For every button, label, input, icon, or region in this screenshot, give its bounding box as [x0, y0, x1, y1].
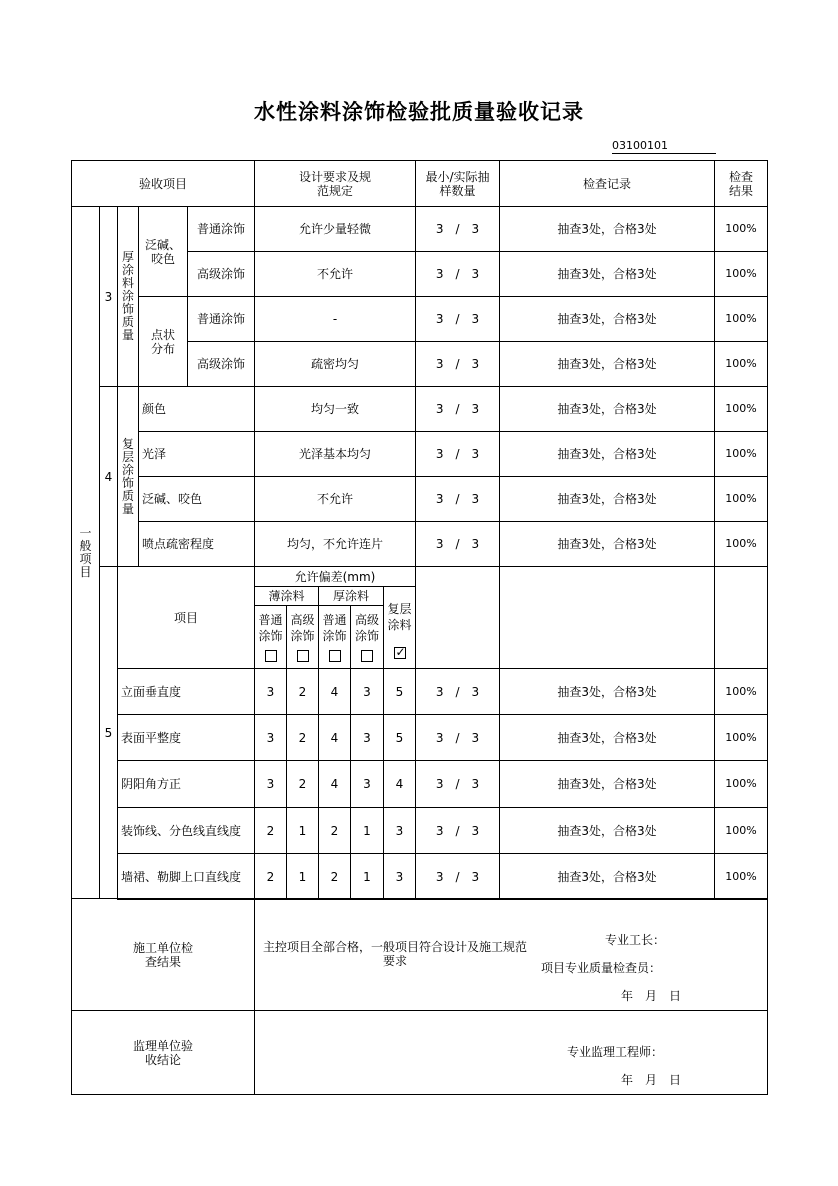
- g5-row3-record: 抽查3处，合格3处: [499, 760, 715, 808]
- page-title: 水性涂料涂饰检验批质量验收记录: [254, 100, 584, 124]
- header-item: 验收项目: [71, 160, 255, 207]
- g5-row2-record: 抽查3处，合格3处: [499, 714, 715, 761]
- g5-row1-value-3: 4: [318, 668, 351, 715]
- form-code: 03100101: [612, 139, 716, 154]
- tolerance-label: 允许偏差(mm): [254, 566, 416, 587]
- supervision-result: [254, 1010, 768, 1095]
- group3-label: 厚涂料涂饰质量: [117, 206, 139, 387]
- g5-row5-name: 墙裙、勒脚上口直线度: [117, 853, 255, 900]
- g3-row3-kind: 普通涂饰: [187, 296, 255, 342]
- inspector-label: 项目专业质量检查员：: [541, 961, 662, 975]
- g4-row1-result: 100%: [714, 386, 768, 432]
- thick-normal-checkbox[interactable]: [329, 650, 341, 662]
- foreman-label: 专业工长：: [605, 933, 666, 947]
- group3-sub-spots: 点状分布: [138, 296, 188, 387]
- group3-number: 3: [99, 206, 118, 387]
- g5-row3-name: 阴阳角方正: [117, 760, 255, 808]
- construction-date: 年 月 日: [621, 989, 682, 1003]
- g5-header-result: [714, 566, 768, 669]
- g4-row4-design: 均匀，不允许连片: [254, 521, 416, 567]
- col-thick-high: 高级涂饰: [350, 605, 384, 669]
- group5-number: 5: [99, 566, 118, 899]
- g5-row1-sample: 3 / 3: [415, 668, 500, 715]
- group4-label: 复层涂饰质量: [117, 386, 139, 567]
- g5-row1-value-5: 5: [383, 668, 416, 715]
- g3-row3-record: 抽查3处，合格3处: [499, 296, 715, 342]
- g4-row4-result: 100%: [714, 521, 768, 567]
- g5-row4-value-5: 3: [383, 807, 416, 854]
- g5-row5-value-2: 1: [286, 853, 319, 900]
- supervision-date: 年 月 日: [621, 1073, 682, 1087]
- g5-row3-sample: 3 / 3: [415, 760, 500, 808]
- g5-row3-value-1: 3: [254, 760, 287, 808]
- g5-row1-value-2: 2: [286, 668, 319, 715]
- g5-row3-value-3: 4: [318, 760, 351, 808]
- header-record: 检查记录: [499, 160, 715, 207]
- g3-row3-design: -: [254, 296, 416, 342]
- g5-row4-value-4: 1: [350, 807, 384, 854]
- g5-row4-record: 抽查3处，合格3处: [499, 807, 715, 854]
- g3-row1-record: 抽查3处，合格3处: [499, 206, 715, 252]
- construction-label: 施工单位检查结果: [71, 898, 255, 1011]
- g4-row1-sample: 3 / 3: [415, 386, 500, 432]
- g3-row1-sample: 3 / 3: [415, 206, 500, 252]
- g3-row4-record: 抽查3处，合格3处: [499, 341, 715, 387]
- g3-row4-kind: 高级涂饰: [187, 341, 255, 387]
- g3-row3-result: 100%: [714, 296, 768, 342]
- g5-row1-value-1: 3: [254, 668, 287, 715]
- g5-row5-value-1: 2: [254, 853, 287, 900]
- multi-coating-label: 复层涂料: [387, 601, 412, 632]
- g3-row4-result: 100%: [714, 341, 768, 387]
- g3-row1-result: 100%: [714, 206, 768, 252]
- g5-row4-value-3: 2: [318, 807, 351, 854]
- g3-row4-sample: 3 / 3: [415, 341, 500, 387]
- g4-row1-name: 颜色: [138, 386, 255, 432]
- g4-row4-record: 抽查3处，合格3处: [499, 521, 715, 567]
- multi-coating-col: [383, 586, 416, 669]
- g5-row4-result: 100%: [714, 807, 768, 854]
- g4-row1-design: 均匀一致: [254, 386, 416, 432]
- g4-row3-design: 不允许: [254, 476, 416, 522]
- thin-high-checkbox[interactable]: [297, 650, 309, 662]
- g3-row4-design: 疏密均匀: [254, 341, 416, 387]
- g5-row4-sample: 3 / 3: [415, 807, 500, 854]
- g5-row3-value-5: 4: [383, 760, 416, 808]
- g5-row2-value-2: 2: [286, 714, 319, 761]
- col-thick-normal: 普通涂饰: [318, 605, 351, 669]
- g4-row2-name: 光泽: [138, 431, 255, 477]
- g5-row2-value-4: 3: [350, 714, 384, 761]
- g4-row2-record: 抽查3处，合格3处: [499, 431, 715, 477]
- g5-row2-value-1: 3: [254, 714, 287, 761]
- g5-row1-result: 100%: [714, 668, 768, 715]
- g5-row5-result: 100%: [714, 853, 768, 900]
- g4-row1-record: 抽查3处，合格3处: [499, 386, 715, 432]
- g3-row1-design: 允许少量轻微: [254, 206, 416, 252]
- g3-row1-kind: 普通涂饰: [187, 206, 255, 252]
- header-result: 检查结果: [714, 160, 768, 207]
- g3-row2-result: 100%: [714, 251, 768, 297]
- g3-row2-record: 抽查3处，合格3处: [499, 251, 715, 297]
- g3-row2-sample: 3 / 3: [415, 251, 500, 297]
- g3-row2-kind: 高级涂饰: [187, 251, 255, 297]
- general-items-label: 一般项目: [71, 206, 100, 899]
- g5-row2-value-5: 5: [383, 714, 416, 761]
- g5-row2-name: 表面平整度: [117, 714, 255, 761]
- g5-row1-value-4: 3: [350, 668, 384, 715]
- g5-row3-result: 100%: [714, 760, 768, 808]
- construction-result: [254, 898, 768, 1011]
- g5-row5-value-4: 1: [350, 853, 384, 900]
- g5-row2-result: 100%: [714, 714, 768, 761]
- g4-row4-sample: 3 / 3: [415, 521, 500, 567]
- g5-row1-record: 抽查3处，合格3处: [499, 668, 715, 715]
- group3-sub-alkali: 泛碱、咬色: [138, 206, 188, 297]
- g5-row5-sample: 3 / 3: [415, 853, 500, 900]
- multi-coating-checkbox[interactable]: [394, 647, 406, 659]
- thin-coating-label: 薄涂料: [254, 586, 319, 606]
- g4-row4-name: 喷点疏密程度: [138, 521, 255, 567]
- g3-row2-design: 不允许: [254, 251, 416, 297]
- construction-text: 主控项目全部合格，一般项目符合设计及施工规范要求: [262, 940, 527, 968]
- g5-row5-value-5: 3: [383, 853, 416, 900]
- g4-row3-name: 泛碱、咬色: [138, 476, 255, 522]
- thick-coating-label: 厚涂料: [318, 586, 384, 606]
- g4-row2-design: 光泽基本均匀: [254, 431, 416, 477]
- header-sample: 最小/实际抽样数量: [415, 160, 500, 207]
- g4-row3-sample: 3 / 3: [415, 476, 500, 522]
- g5-row4-value-1: 2: [254, 807, 287, 854]
- g5-row5-value-3: 2: [318, 853, 351, 900]
- g4-row2-sample: 3 / 3: [415, 431, 500, 477]
- g5-row1-name: 立面垂直度: [117, 668, 255, 715]
- g5-row3-value-4: 3: [350, 760, 384, 808]
- supervision-label: 监理单位验收结论: [71, 1010, 255, 1095]
- col-thin-high: 高级涂饰: [286, 605, 319, 669]
- inspection-table: [71, 160, 768, 1094]
- engineer-label: 专业监理工程师：: [567, 1045, 664, 1059]
- header-design: 设计要求及规范规定: [254, 160, 416, 207]
- col-thin-normal: 普通涂饰: [254, 605, 287, 669]
- g4-row3-result: 100%: [714, 476, 768, 522]
- thick-high-checkbox[interactable]: [361, 650, 373, 662]
- group5-item-label: 项目: [117, 566, 255, 669]
- g5-header-sample: [415, 566, 500, 669]
- g5-row5-record: 抽查3处，合格3处: [499, 853, 715, 900]
- g5-row2-sample: 3 / 3: [415, 714, 500, 761]
- g5-row4-value-2: 1: [286, 807, 319, 854]
- thin-normal-checkbox[interactable]: [265, 650, 277, 662]
- group4-number: 4: [99, 386, 118, 567]
- g5-header-record: [499, 566, 715, 669]
- g4-row3-record: 抽查3处，合格3处: [499, 476, 715, 522]
- g5-row3-value-2: 2: [286, 760, 319, 808]
- g5-row4-name: 装饰线、分色线直线度: [117, 807, 255, 854]
- g3-row3-sample: 3 / 3: [415, 296, 500, 342]
- g5-row2-value-3: 4: [318, 714, 351, 761]
- g4-row2-result: 100%: [714, 431, 768, 477]
